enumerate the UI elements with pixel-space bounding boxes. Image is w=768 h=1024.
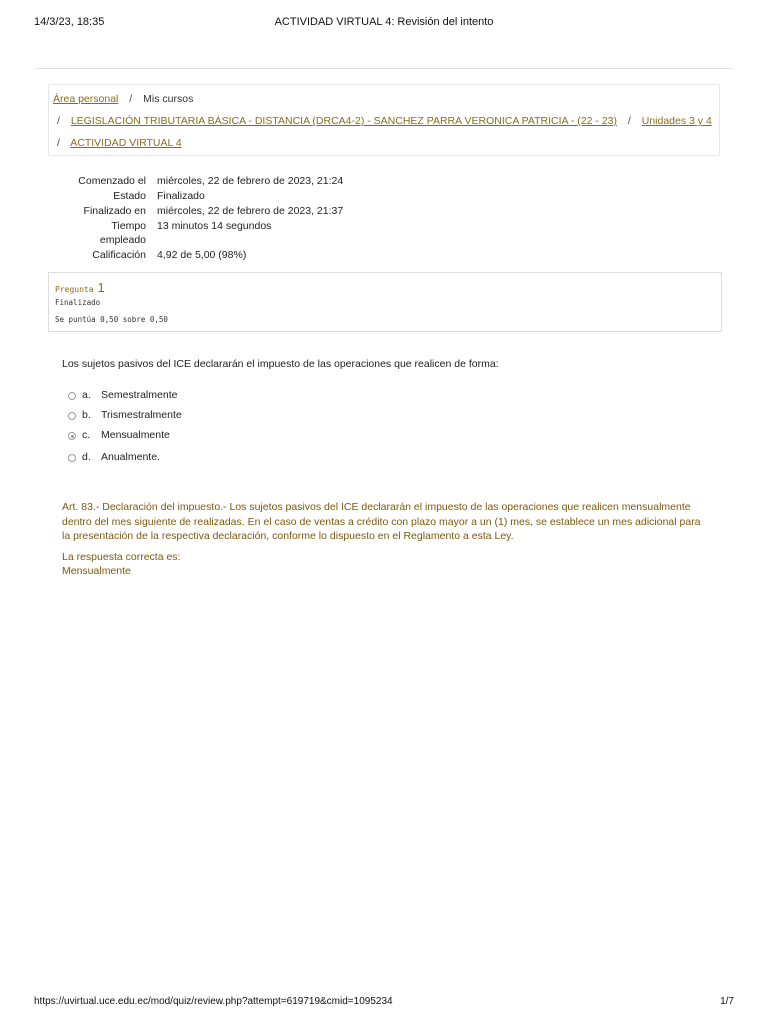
breadcrumb-separator: / <box>129 93 133 105</box>
breadcrumb-my-courses: Mis cursos <box>143 93 194 105</box>
question-info-box <box>48 272 722 332</box>
question-grade: Se puntúa 0,50 sobre 0,50 <box>55 315 168 324</box>
question-number <box>55 280 105 295</box>
breadcrumb-line-3 <box>57 137 182 151</box>
answer-letter: a. <box>82 389 91 401</box>
attempt-summary <box>48 174 648 263</box>
answer-letter: d. <box>82 451 91 463</box>
right-answer: Mensualmente <box>62 565 131 577</box>
breadcrumb-activity-link[interactable]: ACTIVIDAD VIRTUAL 4 <box>70 137 182 149</box>
time-label-line-2: empleado <box>99 234 146 246</box>
breadcrumb <box>48 84 720 156</box>
answer-option-b[interactable] <box>68 408 468 428</box>
breadcrumb-separator: / <box>57 115 60 127</box>
summary-row-grade <box>48 248 648 263</box>
answer-text: Trismestralmente <box>101 409 182 421</box>
answer-text: Anualmente. <box>101 451 160 463</box>
breadcrumb-course-link[interactable]: LEGISLACIÓN TRIBUTARIA BÁSICA - DISTANCIA (DRCA4-2) - SANCHEZ PARRA VERONICA PATRICIA - (22 - 23) <box>70 115 617 127</box>
general-feedback: Art. 83.- Declaración del impuesto.- Los sujetos pasivos del ICE declararán el impuesto de las operaciones que realicen mensualmente dentro del mes siguiente de realizadas. En el caso de ventas a crédito con plazo mayor a un (1) mes, se establece un mes adicional para la presentación de la respectiva declaración, conforme lo dispuesto en el Reglamento a esta Ley. <box>62 501 701 542</box>
started-label: Comenzado el <box>78 175 146 187</box>
summary-row-time <box>48 219 648 248</box>
page-url: https://uvirtual.uce.edu.ec/mod/quiz/review.php?attempt=619719&cmid=1095234 <box>34 996 393 1007</box>
time-label-line-1: Tiempo <box>111 220 146 232</box>
breadcrumb-section-link[interactable]: Unidades 3 y 4 <box>641 115 712 127</box>
grade-value: 4,92 de 5,00 (98%) <box>157 249 247 261</box>
print-header <box>34 16 734 32</box>
header-divider <box>36 68 732 69</box>
answer-option-a[interactable] <box>68 388 468 408</box>
grade-label: Calificación <box>92 249 146 261</box>
answer-text: Semestralmente <box>101 389 178 401</box>
print-datetime: 14/3/23, 18:35 <box>34 16 105 28</box>
time-value: 13 minutos 14 segundos <box>157 220 272 232</box>
page-number: 1/7 <box>720 996 734 1007</box>
breadcrumb-separator: / <box>627 115 631 127</box>
summary-row-state <box>48 189 648 204</box>
print-footer <box>34 996 734 1010</box>
question-label: Pregunta <box>55 285 94 294</box>
radio-button-selected[interactable] <box>68 432 76 440</box>
breadcrumb-separator: / <box>57 137 60 149</box>
finished-label: Finalizado en <box>83 205 146 217</box>
finished-value: miércoles, 22 de febrero de 2023, 21:37 <box>157 205 344 217</box>
radio-button[interactable] <box>68 412 76 420</box>
breadcrumb-line-1 <box>53 93 193 107</box>
feedback-panel <box>62 500 710 579</box>
answer-letter: b. <box>82 409 91 421</box>
answer-option-c[interactable] <box>68 428 468 450</box>
state-label: Estado <box>113 190 146 202</box>
question-state: Finalizado <box>55 298 101 307</box>
breadcrumb-line-2 <box>57 115 712 129</box>
answer-text: Mensualmente <box>101 429 170 441</box>
summary-row-finished <box>48 204 648 219</box>
radio-button[interactable] <box>68 392 76 400</box>
print-title: ACTIVIDAD VIRTUAL 4: Revisión del intento <box>274 16 494 28</box>
started-value: miércoles, 22 de febrero de 2023, 21:24 <box>157 175 344 187</box>
question-number-value: 1 <box>97 280 105 295</box>
right-answer-label: La respuesta correcta es: <box>62 550 181 563</box>
summary-row-started <box>48 174 648 189</box>
radio-button[interactable] <box>68 454 76 462</box>
answer-option-d[interactable] <box>68 450 468 470</box>
breadcrumb-home-link[interactable]: Área personal <box>53 93 119 105</box>
answer-letter: c. <box>82 429 91 441</box>
answer-list <box>68 388 468 470</box>
state-value: Finalizado <box>157 190 205 202</box>
question-text: Los sujetos pasivos del ICE declararán el impuesto de las operaciones que realicen de forma: <box>62 358 499 370</box>
